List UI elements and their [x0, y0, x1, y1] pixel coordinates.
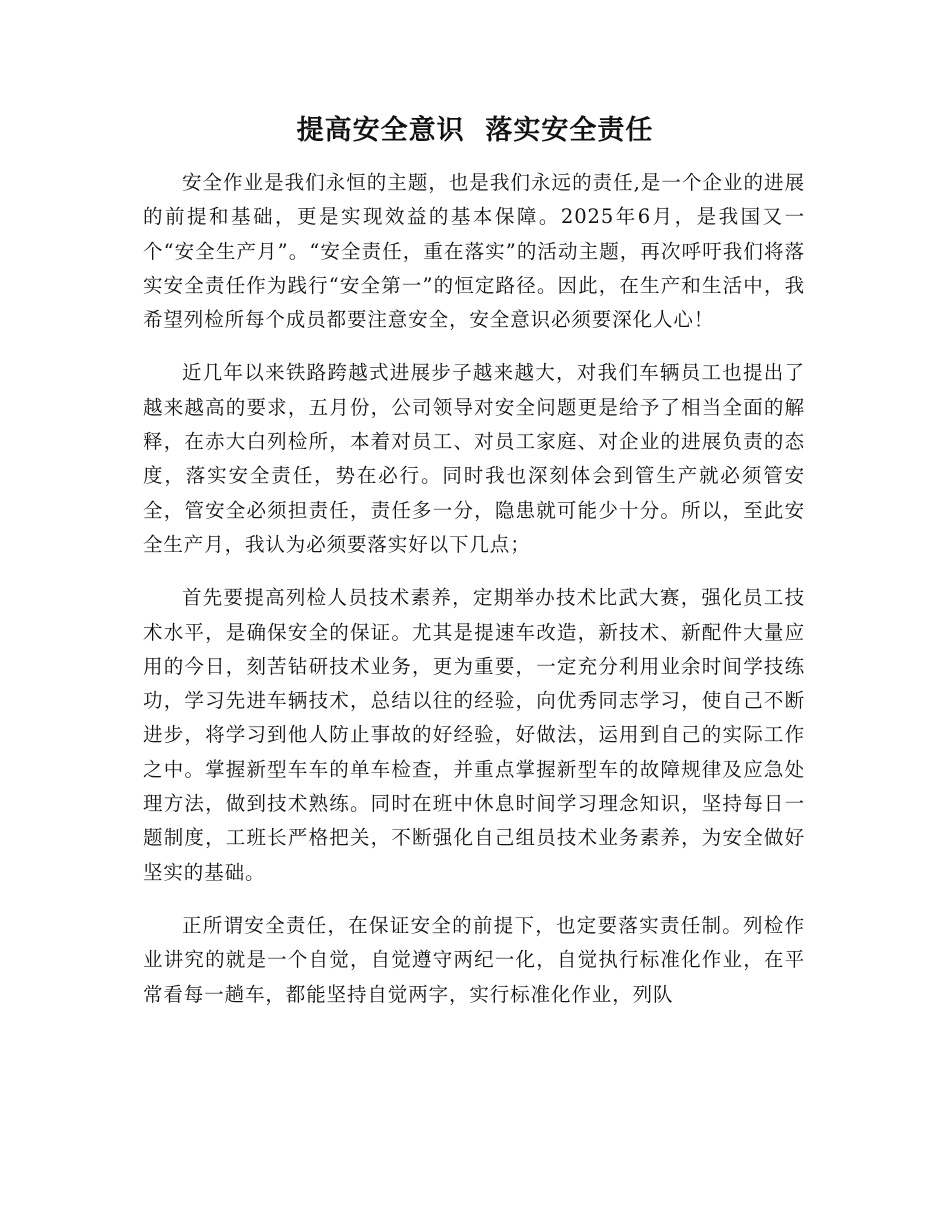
- document-body: [143, 166, 805, 1031]
- paragraph-4: 正所谓安全责任，在保证安全的前提下，也定要落实责任制。列检作业讲究的就是一个自觉，自觉遵守两纪一化，自觉执行标准化作业，在平常看每一趟车，都能坚持自觉两字，实行标准化作业，列队: [143, 913, 805, 1006]
- document-title: 提高安全意识 落实安全责任: [296, 115, 654, 146]
- paragraph-2: 近几年以来铁路跨越式进展步子越来越大，对我们车辆员工也提出了越来越高的要求，五月份，公司领导对安全问题更是给予了相当全面的解释，在赤大白列检所，本着对员工、对员工家庭、对企业的进展负责的态度，落实安全责任，势在必行。同时我也深刻体会到管生产就必须管安全，管安全必须担责任，责任多一分，隐患就可能少十分。所以，至此安全生产月，我认为必须要落实好以下几点；: [143, 361, 805, 556]
- paragraph-3: 首先要提高列检人员技术素养，定期举办技术比武大赛，强化员工技术水平，是确保安全的保证。尤其是提速车改造，新技术、新配件大量应用的今日，刻苦钻研技术业务，更为重要，一定充分利用业余时间学技练功，学习先进车辆技术，总结以往的经验，向优秀同志学习，使自己不断进步，将学习到他人防止事故的好经验，好做法，运用到自己的实际工作之中。掌握新型车车的单车检查，并重点掌握新型车的故障规律及应急处理方法，做到技术熟练。同时在班中休息时间学习理念知识，坚持每日一题制度，工班长严格把关，不断强化自己组员技术业务素养，为安全做好坚实的基础。: [143, 586, 805, 884]
- paragraph-1: 安全作业是我们永恒的主题，也是我们永远的责任,是一个企业的进展的前提和基础，更是实现效益的基本保障。2025年6月，是我国又一个“安全生产月”。“安全责任，重在落实”的活动主题，再次呼吁我们将落实安全责任作为践行“安全第一”的恒定路径。因此，在生产和生活中，我希望列检所每个成员都要注意安全，安全意识必须要深化人心！: [143, 171, 805, 332]
